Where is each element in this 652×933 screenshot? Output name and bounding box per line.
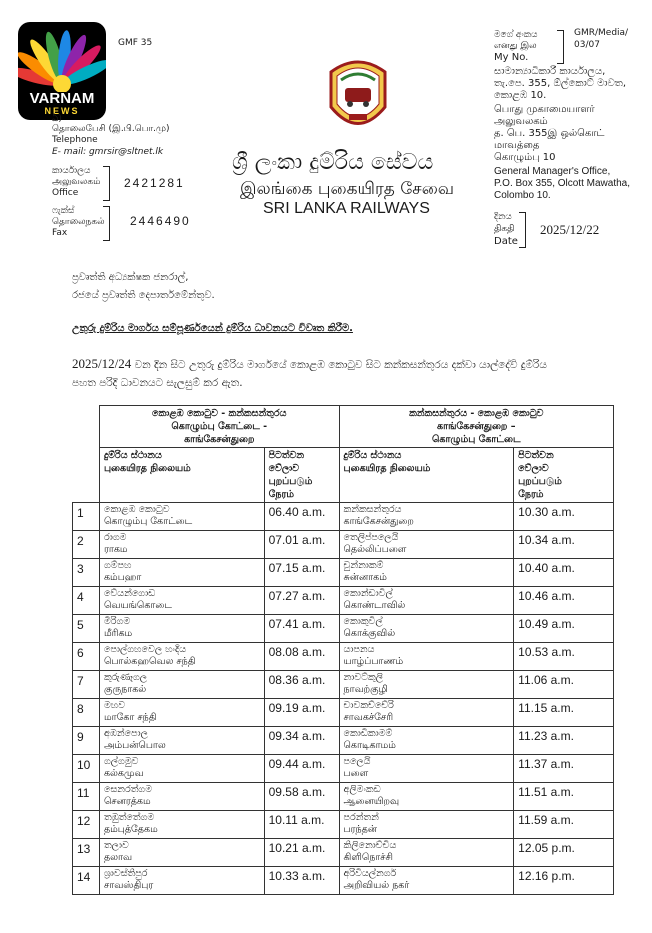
col-departure-2 [514, 448, 614, 503]
table-row [73, 671, 614, 699]
table-row [73, 727, 614, 755]
departure-time-outbound: 09.19 a.m. [264, 699, 339, 727]
station-kks-side [339, 671, 514, 699]
departure-time-inbound: 11.59 a.m. [514, 811, 614, 839]
station-si: සෙනරත්ගම [103, 784, 153, 795]
station-ta: கொண்டாவில் [343, 600, 406, 611]
email: E- mail: gmrsir@sltnet.lk [52, 147, 164, 157]
title-tamil: இலங்கை புகையிரத சேவை [240, 179, 455, 199]
recipient-line-2: රජයේ ප්‍රවෘත්ති දෙපාර්තමේන්තුව. [72, 290, 215, 301]
timetable [72, 405, 614, 895]
station-colombo-side [99, 503, 264, 531]
office-si: කාර්යාලය [52, 166, 91, 176]
subject-line: උතුරු දුම්රිය මාර්ගය සම්පූර්ණයෙන් දුම්රිය ධාවනයට විවෘත කිරීම. [72, 323, 353, 334]
station-ta: தலாவ [103, 852, 133, 863]
row-number: 12 [73, 811, 100, 839]
varnam-news-logo [18, 22, 106, 120]
station-si: පලෙයි [343, 756, 371, 767]
station-si: චුන්නාකම් [343, 560, 384, 571]
station-si: රාගම [103, 532, 127, 543]
dir1-ta-2: காங்கேசன்துறை [184, 434, 255, 445]
departure-time-outbound: 10.21 a.m. [264, 839, 339, 867]
departure-time-inbound: 10.53 a.m. [514, 643, 614, 671]
station-kks-side [339, 783, 514, 811]
station-ta: சுன்னாகம் [343, 572, 387, 583]
departure-time-inbound: 11.23 a.m. [514, 727, 614, 755]
station-ta: மாகோ சந்தி [103, 712, 157, 723]
station-si: කිලිනොච්චිය [343, 840, 397, 851]
station-kks-side [339, 503, 514, 531]
ref-value-1: GMR/Media/ [574, 28, 629, 38]
row-number: 14 [73, 867, 100, 895]
fax-ta: தொலைநகல் [52, 217, 105, 227]
station-ta: கிளிநொச்சி [343, 852, 393, 863]
station-ta: தம்புத்தேகம [103, 824, 158, 835]
address-si-2: තැ.පෙ. 355, ඕල්කොට් මාවත, [494, 78, 627, 89]
departure-time-outbound: 09.58 a.m. [264, 783, 339, 811]
dir1-ta-1: கொழும்பு கோட்டை - [171, 421, 268, 432]
departure-time-inbound: 11.06 a.m. [514, 671, 614, 699]
address-en-2: P.O. Box 355, Olcott Mawatha, [494, 178, 630, 189]
station-kks-side [339, 811, 514, 839]
station-si: කොකුවිල් [343, 616, 383, 627]
station-si: අරිවියල්නගර් [343, 868, 397, 879]
dep-ta-2b: நேரம் [518, 489, 544, 500]
table-row [73, 783, 614, 811]
fax-en: Fax [52, 228, 68, 238]
station-kks-side [339, 643, 514, 671]
station-si: දුම්රිය ස්ථානය [103, 450, 162, 461]
station-colombo-side [99, 615, 264, 643]
address-si-1: සාමාන්‍යාධිකාරී කාර්යාලය, [494, 66, 606, 77]
address-ta-1: பொது முகாமையாளர் [494, 104, 595, 115]
station-si: මීරිගම [103, 616, 131, 627]
body-paragraph [72, 355, 612, 392]
station-si: ගල්ගමුව [103, 756, 139, 767]
station-si: චාවකච්චේරි [343, 700, 394, 711]
address-en-1: General Manager's Office, [494, 166, 611, 177]
station-kks-side [339, 615, 514, 643]
station-ta: கொடிகாமம் [343, 740, 396, 751]
row-number: 13 [73, 839, 100, 867]
station-si: ශ්‍රාවස්තිපුර [103, 868, 148, 879]
departure-time-inbound: 12.05 p.m. [514, 839, 614, 867]
peacock-fan-icon [18, 22, 106, 92]
station-colombo-side [99, 671, 264, 699]
form-code: GMF 35 [118, 38, 153, 48]
date-brace [519, 212, 526, 248]
station-colombo-side [99, 867, 264, 895]
dep-ta-1b: புறப்படும் [518, 476, 562, 487]
station-kks-side [339, 699, 514, 727]
departure-time-inbound: 11.15 a.m. [514, 699, 614, 727]
body-date: 2025/12/24 [72, 356, 132, 371]
station-si: තෙලිප්පලෙයි [343, 532, 399, 543]
fax-brace [103, 206, 110, 241]
address-ta-2: அலுவலகம் [494, 116, 548, 127]
address-si-3: කොළඹ 10. [494, 90, 547, 101]
dir2-si: කන්කසන්තුරය - කොළඹ කොටුව [409, 408, 544, 419]
logo-sub: NEWS [44, 106, 80, 116]
departure-time-outbound: 07.01 a.m. [264, 531, 339, 559]
ref-ta: எனது இல [494, 41, 537, 51]
station-kks-side [339, 587, 514, 615]
station-kks-side [339, 755, 514, 783]
row-number: 11 [73, 783, 100, 811]
dir2-ta-2: கொழும்பு கோட்டை [432, 434, 521, 445]
table-row [73, 867, 614, 895]
station-ta: அறிவியல் நகர் [343, 880, 410, 891]
station-ta: யாழ்ப்பாணம் [343, 656, 404, 667]
station-ta: சாவகச்சேரி [343, 712, 394, 723]
station-ta: ராகம [103, 544, 128, 555]
dir2-ta-1: காங்கேசன்துறை – [437, 421, 516, 432]
station-si: කොන්ඩාවිල් [343, 588, 393, 599]
direction-kks-colombo [339, 406, 613, 448]
dir1-si: කොළඹ කොටුව - කන්කසන්තුරය [152, 408, 287, 419]
departure-time-outbound: 08.08 a.m. [264, 643, 339, 671]
station-ta: பொல்கஹவெல சந்தி [103, 656, 196, 667]
station-si: මහව [103, 700, 126, 711]
table-row [73, 559, 614, 587]
table-row [73, 755, 614, 783]
address-ta-4: மாவத்தை [494, 140, 540, 151]
departure-time-inbound: 10.40 a.m. [514, 559, 614, 587]
station-ta: கொக்குவில் [343, 628, 396, 639]
station-ta: சாவஸ்திபுர [103, 880, 154, 891]
col-departure-1 [264, 448, 339, 503]
station-ta: காங்கேசன்துறை [343, 516, 414, 527]
dep-si-2b: වේලාව [518, 463, 549, 474]
departure-time-outbound: 07.41 a.m. [264, 615, 339, 643]
station-kks-side [339, 727, 514, 755]
station-si: ගම්පහ [103, 560, 132, 571]
departure-time-outbound: 06.40 a.m. [264, 503, 339, 531]
timetable-body [73, 503, 614, 895]
station-si: අලිමංකඩ [343, 784, 381, 795]
station-colombo-side [99, 839, 264, 867]
dep-si-1b: පිටත්වන [518, 450, 554, 461]
station-colombo-side [99, 727, 264, 755]
departure-time-outbound: 08.36 a.m. [264, 671, 339, 699]
station-colombo-side [99, 755, 264, 783]
station-ta-2: புகையிரத நிலையம் [343, 463, 431, 474]
departure-time-inbound: 12.16 p.m. [514, 867, 614, 895]
departure-time-inbound: 11.37 a.m. [514, 755, 614, 783]
departure-time-inbound: 10.49 a.m. [514, 615, 614, 643]
ref-si: මගේ අංකය [494, 30, 538, 40]
date-en: Date [494, 236, 518, 247]
station-ta: மீரிகம [103, 628, 133, 639]
address-en-3: Colombo 10. [494, 190, 551, 201]
station-kks-side [339, 867, 514, 895]
office-brace [103, 166, 110, 201]
station-ta: கம்பஹா [103, 572, 142, 583]
table-row [73, 699, 614, 727]
station-si: කොළඹ කොටුව [103, 504, 170, 515]
row-number: 1 [73, 503, 100, 531]
departure-time-outbound: 07.15 a.m. [264, 559, 339, 587]
dep-si-1: පිටත්වන [268, 450, 305, 461]
departure-time-inbound: 11.51 a.m. [514, 783, 614, 811]
station-colombo-side [99, 531, 264, 559]
col-station-2 [339, 448, 514, 503]
station-ta: வெயங்கொடை [103, 600, 172, 611]
station-si: කුරුණෑගල [103, 672, 147, 683]
departure-time-outbound: 10.33 a.m. [264, 867, 339, 895]
date-si: දිනය [494, 212, 512, 222]
phone-ta: தொலைபேசி (இ.பி.பொ.மு) [52, 124, 170, 134]
row-number: 9 [73, 727, 100, 755]
station-ta: ஆனையிறவு [343, 796, 400, 807]
station-si: කන්කසන්තුරය [343, 504, 402, 515]
office-number: 2421281 [124, 176, 185, 190]
dep-ta-2: நேரம் [268, 489, 295, 500]
title-sinhala: ශ්‍රී ලංකා දුම්රිය සේවය [232, 150, 434, 175]
date-value: 2025/12/22 [540, 222, 600, 237]
office-ta: அலுவலகம் [52, 177, 101, 187]
station-colombo-side [99, 587, 264, 615]
railway-emblem-icon [323, 52, 393, 142]
body-text-1: වන දින සිට උතුරු දුම්රිය මාර්ගයේ කොළඹ කොටුව සිට කන්කසන්තුරය දක්වා යාල්දේවි දුම්රිය [131, 359, 547, 371]
office-en: Office [52, 188, 79, 198]
station-ta: பரந்தன் [343, 824, 378, 835]
station-colombo-side [99, 643, 264, 671]
body-text-2: පහත පරිදි ධාවනයට සැලසුම් කර ඇත. [72, 377, 243, 389]
departure-time-inbound: 10.30 a.m. [514, 503, 614, 531]
station-ta: பளை [343, 768, 369, 779]
row-number: 8 [73, 699, 100, 727]
departure-time-outbound: 09.34 a.m. [264, 727, 339, 755]
station-si: තඹුත්තේගම [103, 812, 155, 823]
station-kks-side [339, 531, 514, 559]
station-kks-side [339, 559, 514, 587]
row-number: 3 [73, 559, 100, 587]
row-number: 7 [73, 671, 100, 699]
fax-number: 2446490 [130, 214, 191, 228]
station-ta: செனரத்கம [103, 796, 151, 807]
station-ta: கல்கமுவ [103, 768, 144, 779]
table-row [73, 587, 614, 615]
logo-brand: VARNAM [29, 90, 95, 107]
table-row [73, 615, 614, 643]
station-si: පරන්තන් [343, 812, 379, 823]
station-si: අඹන්පොල [103, 728, 148, 739]
station-ta: நாவற்குழி [343, 684, 388, 695]
station-si: යාපනය [343, 644, 375, 655]
station-kks-side [339, 839, 514, 867]
station-si-2: දුම්රිය ස්ථානය [343, 450, 402, 461]
station-si: වේයන්ගොඩ [103, 588, 156, 599]
station-colombo-side [99, 559, 264, 587]
row-number: 4 [73, 587, 100, 615]
recipient-line-1: ප්‍රවෘත්ති අධ්‍යක්ෂක ජනරාල්, [72, 272, 189, 283]
phone-paren: ఏ) [52, 114, 62, 124]
table-row [73, 643, 614, 671]
fax-si: ෆැක්ස් [52, 206, 75, 216]
row-number: 2 [73, 531, 100, 559]
col-station-1 [99, 448, 264, 503]
station-ta: குருநாகல் [103, 684, 147, 695]
station-si: තලාව [103, 840, 129, 851]
departure-time-outbound: 07.27 a.m. [264, 587, 339, 615]
station-ta: அம்பன்பொல [103, 740, 166, 751]
title-english: SRI LANKA RAILWAYS [263, 200, 430, 217]
row-number: 10 [73, 755, 100, 783]
station-si: පොල්ගහවෙල හංදිය [103, 644, 187, 655]
column-header-row [73, 448, 614, 503]
table-row [73, 531, 614, 559]
phone-en: Telephone [52, 135, 98, 145]
address-ta-3: த. பெ. 355இ ஒல்கொட் [494, 128, 605, 139]
departure-time-inbound: 10.46 a.m. [514, 587, 614, 615]
departure-time-inbound: 10.34 a.m. [514, 531, 614, 559]
date-ta: திகதி [494, 224, 515, 234]
table-row [73, 811, 614, 839]
table-row [73, 503, 614, 531]
dep-si-2: වේලාව [268, 463, 300, 474]
direction-colombo-kks [99, 406, 339, 448]
ref-value-2: 03/07 [574, 40, 600, 50]
station-colombo-side [99, 783, 264, 811]
direction-header-row [73, 406, 614, 448]
departure-time-outbound: 09.44 a.m. [264, 755, 339, 783]
station-si: කොඩිකාමම් [343, 728, 393, 739]
station-si: නාවට්කුලි [343, 672, 383, 683]
departure-time-outbound: 10.11 a.m. [264, 811, 339, 839]
station-ta: புகையிரத நிலையம் [103, 463, 191, 474]
ref-en: My No. [494, 52, 529, 63]
table-row [73, 839, 614, 867]
dep-ta-1: புறப்படும் [268, 476, 313, 487]
row-number: 5 [73, 615, 100, 643]
address-ta-5: கொழும்பு 10 [494, 152, 556, 163]
station-colombo-side [99, 811, 264, 839]
station-ta: கொழும்பு கோட்டை [103, 516, 193, 527]
ref-brace [557, 30, 564, 64]
row-number: 6 [73, 643, 100, 671]
station-colombo-side [99, 699, 264, 727]
station-ta: தெல்லிப்பளை [343, 544, 407, 555]
